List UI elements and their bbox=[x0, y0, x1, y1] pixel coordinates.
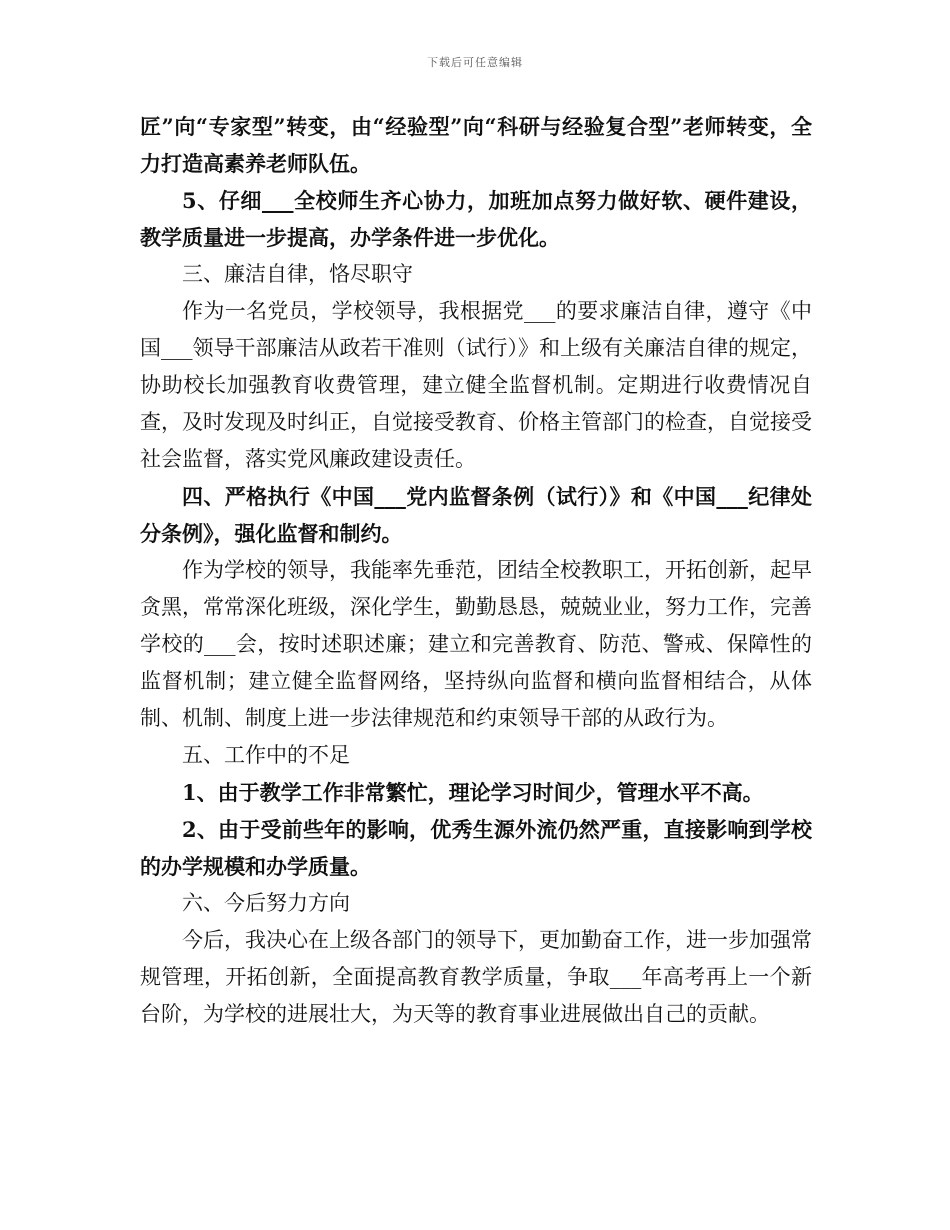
section-heading-4: 四、严格执行《中国___党内监督条例（试行）》和《中国___纪律处分条例》，强化监督和制约。 bbox=[140, 484, 812, 546]
paragraph-9: 2、由于受前些年的影响，优秀生源外流仍然严重，直接影响到学校的办学规模和办学质量。 bbox=[140, 817, 812, 879]
paragraph-2: 5、仔细___全校师生齐心协力，加班加点努力做好软、硬件建设，教学质量进一步提高，办学条件进一步优化。 bbox=[140, 188, 812, 250]
section-heading-3: 三、廉洁自律，恪尽职守 bbox=[182, 262, 413, 286]
paragraph-4: 作为一名党员，学校领导，我根据党___的要求廉洁自律，遵守《中国___领导干部廉洁从政若干准则（试行）》和上级有关廉洁自律的规定，协助校长加强教育收费管理，建立健全监督机制。定期进行收费情况自查，及时发现及时纠正，自觉接受教育、价格主管部门的检查，自觉接受社会监督，落实党风廉政建设责任。 bbox=[140, 299, 812, 471]
section-heading-5: 五、工作中的不足 bbox=[182, 743, 350, 767]
paragraph-11: 今后，我决心在上级各部门的领导下，更加勤奋工作，进一步加强常规管理，开拓创新，全面提高教育教学质量，争取___年高考再上一个新台阶，为学校的进展壮大，为天等的教育事业进展做出自己的贡献。 bbox=[140, 928, 812, 1026]
paragraph-8: 1、由于教学工作非常繁忙，理论学习时间少，管理水平不高。 bbox=[182, 780, 764, 805]
document-body bbox=[140, 108, 812, 1033]
section-heading-6: 六、今后努力方向 bbox=[182, 891, 350, 915]
paragraph-6: 作为学校的领导，我能率先垂范，团结全校教职工，开拓创新，起早贪黑，常常深化班级，深化学生，勤勤恳恳，兢兢业业，努力工作，完善学校的___会，按时述职述廉；建立和完善教育、防范、警戒、保障性的监督机制；建立健全监督网络，坚持纵向监督和横向监督相结合，从体制、机制、制度上进一步法律规范和约束领导干部的从政行为。 bbox=[140, 558, 812, 730]
page-header: 下载后可任意编辑 bbox=[427, 56, 523, 69]
paragraph-1: 匠”向“专家型”转变，由“经验型”向“科研与经验复合型”老师转变，全力打造高素养老师队伍。 bbox=[140, 114, 812, 176]
